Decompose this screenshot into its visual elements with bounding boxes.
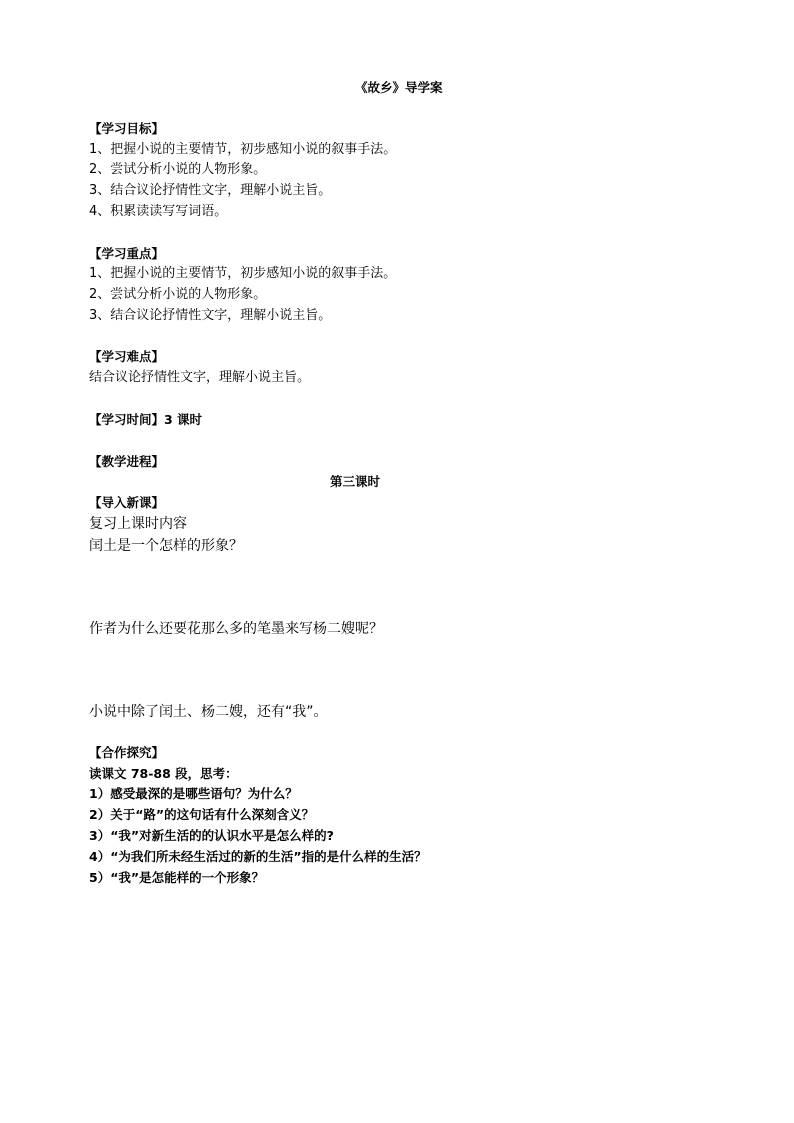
coop-item: 1）感受最深的是哪些语句？为什么？ — [89, 786, 298, 801]
difficulty-text: 结合议论抒情性文字，理解小说主旨。 — [89, 370, 311, 385]
difficulty-heading: 【学习难点】 — [89, 349, 165, 364]
goals-heading: 【学习目标】 — [89, 121, 165, 136]
intro-line: 闰土是一个怎样的形象？ — [89, 538, 243, 554]
goal-item: 4、积累读读写写词语。 — [89, 204, 228, 219]
coop-item: 3）“我”对新生活的的认识水平是怎么样的? — [89, 828, 334, 843]
coop-heading: 【合作探究】 — [89, 745, 165, 760]
study-time: 【学习时间】3 课时 — [89, 412, 203, 427]
coop-intro: 读课文 78-88 段，思考： — [89, 766, 238, 781]
focus-item: 1、把握小说的主要情节，初步感知小说的叙事手法。 — [89, 266, 397, 281]
intro-line: 复习上课时内容 — [89, 516, 187, 532]
lesson-title: 第三课时 — [330, 474, 381, 489]
focus-heading: 【学习重点】 — [89, 246, 165, 261]
goal-item: 3、结合议论抒情性文字，理解小说主旨。 — [89, 183, 332, 198]
focus-item: 3、结合议论抒情性文字，理解小说主旨。 — [89, 308, 332, 323]
doc-title: 《故乡》导学案 — [355, 80, 443, 95]
process-heading: 【教学进程】 — [89, 454, 165, 469]
coop-item: 4）“为我们所未经生活过的新的生活”指的是什么样的生活？ — [89, 849, 427, 864]
coop-item: 5）“我”是怎能样的一个形象？ — [89, 870, 265, 885]
goal-item: 2、尝试分析小说的人物形象。 — [89, 162, 267, 177]
intro-question: 小说中除了闰土、杨二嫂，还有“我”。 — [89, 704, 328, 720]
coop-item: 2）关于“路”的这句话有什么深刻含义？ — [89, 807, 315, 822]
intro-question: 作者为什么还要花那么多的笔墨来写杨二嫂呢？ — [89, 621, 383, 637]
focus-item: 2、尝试分析小说的人物形象。 — [89, 287, 267, 302]
goal-item: 1、把握小说的主要情节，初步感知小说的叙事手法。 — [89, 142, 397, 157]
intro-heading: 【导入新课】 — [89, 495, 165, 510]
